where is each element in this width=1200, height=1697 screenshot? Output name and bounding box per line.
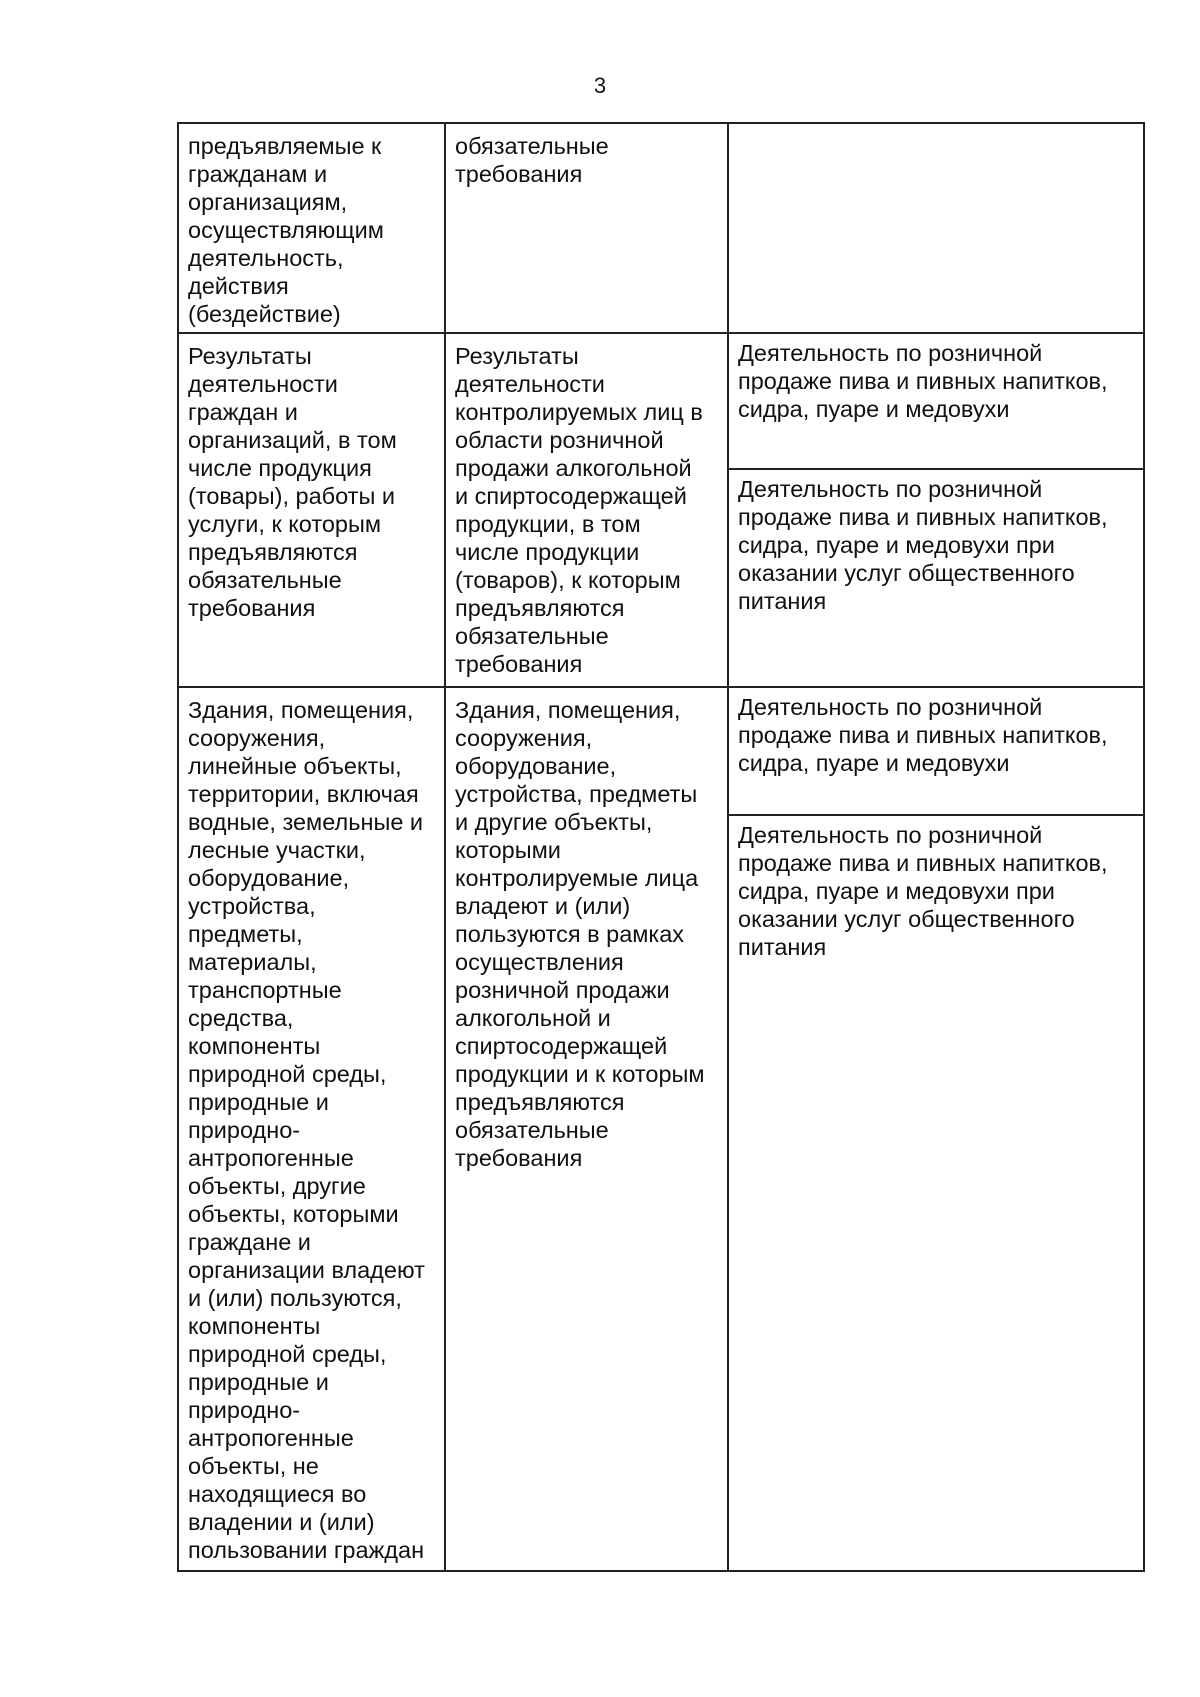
cell-text: Деятельность по розничной продаже пива и пивных напитков, сидра, пуаре и медовухи	[738, 340, 1108, 422]
cell-text: обязательные требования	[455, 133, 609, 187]
cell-text: Деятельность по розничной продаже пива и пивных напитков, сидра, пуаре и медовухи при оказании услуг общественного питания	[738, 822, 1108, 960]
table-cell-object-description	[445, 123, 728, 333]
table-cell-object-type	[178, 687, 445, 1571]
table-cell-object-description	[445, 333, 728, 687]
table-cell-activity-type	[728, 123, 1144, 333]
table-cell-activity-type	[728, 815, 1144, 1571]
cell-text: предъявляемые к гражданам и организациям, осуществляющим деятельность, действия (бездействие)	[188, 133, 384, 327]
table-cell-object-type	[178, 123, 445, 333]
table-row	[178, 123, 1144, 333]
control-objects-table	[177, 122, 1145, 1572]
cell-text: Деятельность по розничной продаже пива и пивных напитков, сидра, пуаре и медовухи	[738, 694, 1108, 776]
table-cell-activity-type	[728, 469, 1144, 687]
cell-text: Результаты деятельности контролируемых лиц в области розничной продажи алкогольной и спиртосодержащей продукции, в том числе продукции (товаров), к которым предъявляются обязательные требования	[455, 343, 703, 677]
table-cell-activity-type	[728, 687, 1144, 815]
table-row	[178, 333, 1144, 469]
cell-text: Здания, помещения, сооружения, линейные объекты, территории, включая водные, земельные и лесные участки, оборудование, устройства, предметы, материалы, транспортные средства, компоненты природной среды, природные и природно- антропогенные объекты, другие объекты, которыми граждане и организации владеют и (или) пользуются, компоненты природной среды, природные и природно- антропогенные объекты, не находящиеся во владении и (или) пользовании граждан	[188, 697, 425, 1563]
cell-text: Деятельность по розничной продаже пива и пивных напитков, сидра, пуаре и медовухи при оказании услуг общественного питания	[738, 476, 1108, 614]
table-cell-object-type	[178, 333, 445, 687]
cell-text: Здания, помещения, сооружения, оборудование, устройства, предметы и другие объекты, которыми контролируемые лица владеют и (или) пользуются в рамках осуществления розничной продажи алкогольной и спиртосодержащей продукции и к которым предъявляются обязательные требования	[455, 697, 705, 1171]
table-cell-activity-type	[728, 333, 1144, 469]
cell-text: Результаты деятельности граждан и организаций, в том числе продукция (товары), работы и услуги, к которым предъявляются обязательные требования	[188, 343, 397, 621]
table-cell-object-description	[445, 687, 728, 1571]
table-row	[178, 687, 1144, 815]
page-number: 3	[593, 73, 607, 98]
